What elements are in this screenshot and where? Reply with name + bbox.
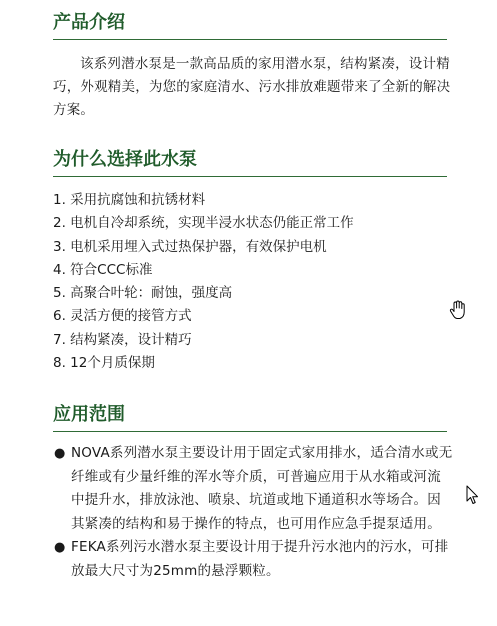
feature-item: 3. 电机采用埋入式过热保护器，有效保护电机 (53, 238, 327, 255)
feature-item: 4. 符合CCC标准 (53, 261, 153, 278)
heading-product-intro: 产品介绍 (53, 12, 447, 40)
feature-item: 5. 高聚合叶轮：耐蚀，强度高 (53, 285, 233, 302)
heading-application-scope: 应用范围 (53, 404, 447, 432)
scope-item-feka (53, 536, 453, 583)
feature-list (53, 189, 354, 375)
hand-pointer-icon (449, 300, 467, 320)
feature-item: 2. 电机自冷却系统，实现半浸水状态仍能正常工作 (53, 215, 354, 232)
scope-item-text: FEKA系列污水潜水泵主要设计用于提升污水池内的污水，可排放最大尺寸为25mm的悬浮颗粒。 (71, 539, 449, 579)
feature-item: 8. 12个月质保期 (53, 355, 155, 372)
feature-item: 1. 采用抗腐蚀和抗锈材料 (53, 192, 206, 208)
feature-item: 7. 结构紧凑，设计精巧 (53, 331, 192, 348)
scope-item-nova (53, 442, 453, 536)
intro-paragraph: 该系列潜水泵是一款高品质的家用潜水泵，结构紧凑，设计精巧，外观精美，为您的家庭清水、污水排放难题带来了全新的解决方案。 (53, 56, 451, 118)
bullet-icon: ● (54, 446, 66, 461)
arrow-pointer-icon (466, 485, 479, 505)
feature-item: 6. 灵活方便的接管方式 (53, 308, 192, 325)
bullet-icon: ● (54, 540, 66, 555)
heading-why-choose: 为什么选择此水泵 (53, 149, 447, 177)
scope-list (53, 442, 453, 583)
scope-item-text: NOVA系列潜水泵主要设计用于固定式家用排水，适合清水或无纤维或有少量纤维的浑水等介质，可普遍应用于从水箱或河流中提升水，排放泳池、喷泉、坑道或地下通道积水等场合。因其紧凑的结构和易于操作的特点，也可用作应急手提泵适用。 (71, 445, 453, 532)
